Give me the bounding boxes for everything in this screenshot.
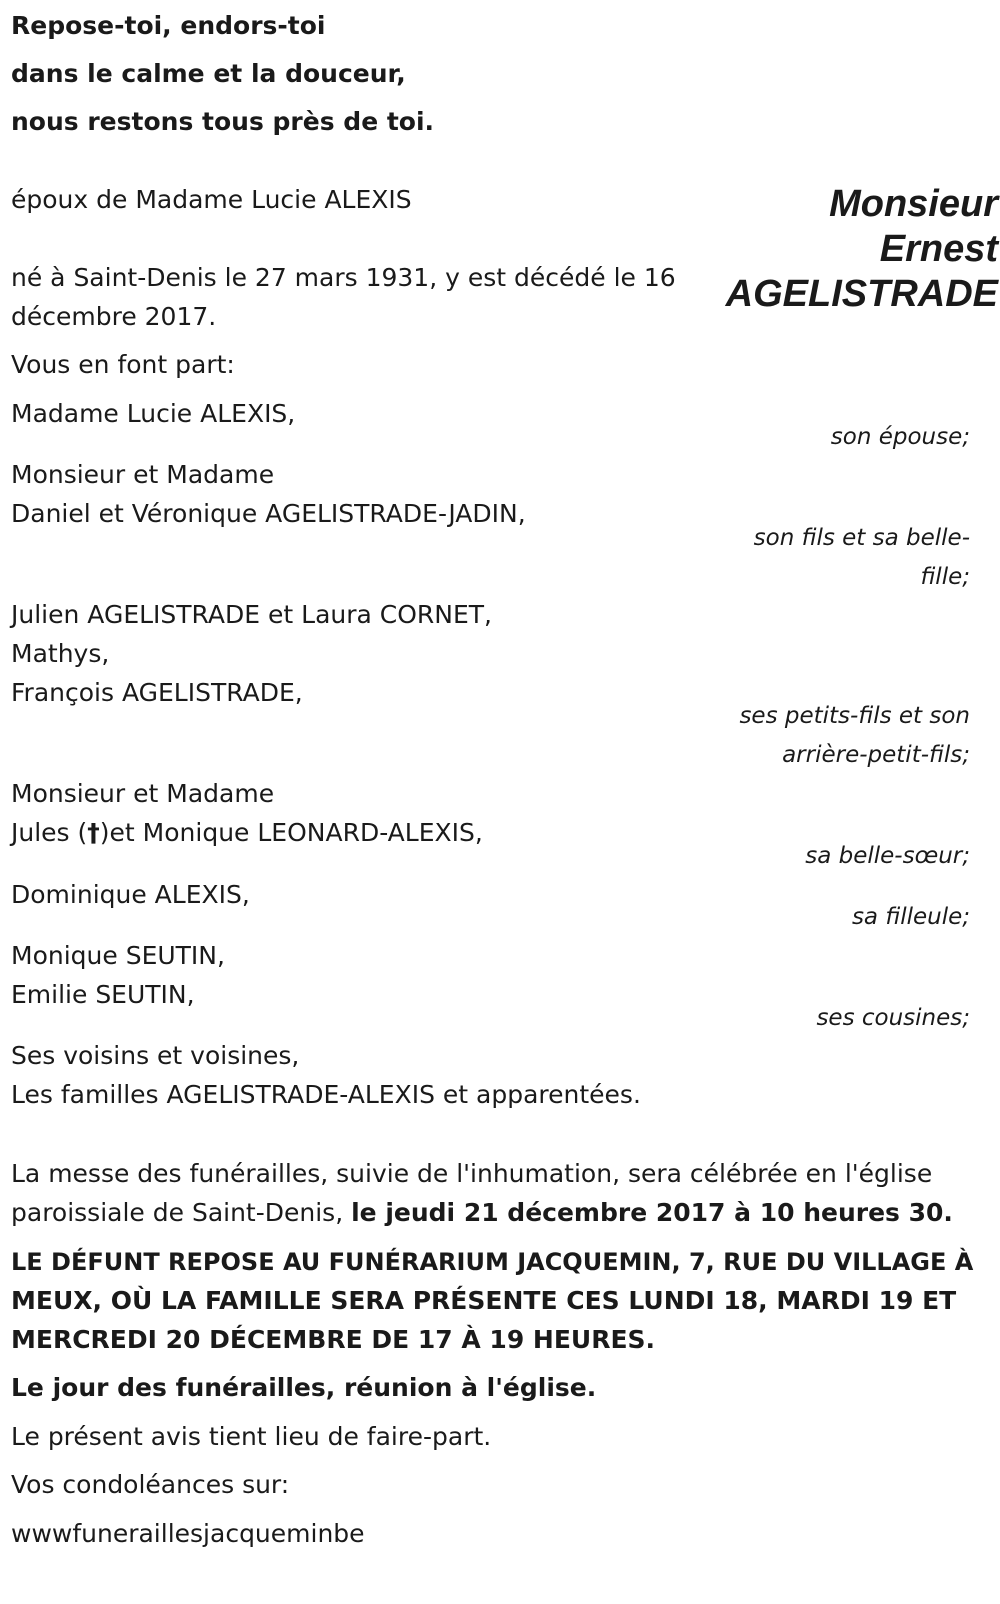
family-petits-1: Julien AGELISTRADE et Laura CORNET, xyxy=(11,600,492,629)
verse-line-1: Repose-toi, endors-toi xyxy=(11,11,326,40)
family-fils-1: Monsieur et Madame xyxy=(11,460,275,489)
reunion-line: Le jour des funérailles, réunion à l'église. xyxy=(11,1373,597,1402)
relation-petits-2: arrière-petit-fils; xyxy=(782,742,970,768)
cross-icon: † xyxy=(87,818,100,847)
family-petits-3: François AGELISTRADE, xyxy=(11,678,303,707)
family-filleule: Dominique ALEXIS, xyxy=(11,880,250,909)
family-familles: Les familles AGELISTRADE-ALEXIS et apparentées. xyxy=(11,1080,641,1109)
condoleances-line: Vos condoléances sur: xyxy=(11,1470,290,1499)
deceased-name xyxy=(698,182,998,317)
verse-line-2: dans le calme et la douceur, xyxy=(11,59,406,88)
relation-filleule: sa filleule; xyxy=(851,904,970,930)
family-petits-2: Mathys, xyxy=(11,639,110,668)
spouse-line: époux de Madame Lucie ALEXIS xyxy=(11,185,412,214)
relation-petits-1: ses petits-fils et son xyxy=(739,703,970,729)
mass-line-1: La messe des funérailles, suivie de l'inhumation, sera célébrée en l'église xyxy=(11,1159,933,1188)
family-cousines-1: Monique SEUTIN, xyxy=(11,941,225,970)
relation-fils-1: son fils et sa belle- xyxy=(753,525,970,551)
family-cousines-2: Emilie SEUTIN, xyxy=(11,980,195,1009)
soeur-name-b: )et Monique LEONARD-ALEXIS, xyxy=(99,818,483,847)
relation-epouse: son épouse; xyxy=(830,424,970,450)
relation-cousines: ses cousines; xyxy=(816,1005,970,1031)
repose-line-3: MERCREDI 20 DÉCEMBRE DE 17 À 19 HEURES. xyxy=(11,1325,656,1354)
family-soeur-1: Monsieur et Madame xyxy=(11,779,275,808)
repose-line-2: MEUX, OÙ LA FAMILLE SERA PRÉSENTE CES LUNDI 18, MARDI 19 ET xyxy=(11,1286,957,1315)
repose-line-1: LE DÉFUNT REPOSE AU FUNÉRARIUM JACQUEMIN, 7, RUE DU VILLAGE À xyxy=(11,1248,974,1276)
avis-line: Le présent avis tient lieu de faire-part. xyxy=(11,1422,492,1451)
website-link[interactable]: wwwfuneraillesjacqueminbe xyxy=(11,1519,365,1548)
mass-date: le jeudi 21 décembre 2017 à 10 heures 30. xyxy=(351,1198,953,1227)
family-fils-2: Daniel et Véronique AGELISTRADE-JADIN, xyxy=(11,499,526,528)
soeur-name-a: Jules ( xyxy=(11,818,88,847)
deceased-title: Monsieur xyxy=(829,183,998,225)
birth-line-2: décembre 2017. xyxy=(11,302,217,331)
announce-line: Vous en font part: xyxy=(11,350,235,379)
mass-line-2 xyxy=(11,1193,953,1233)
mass-place: paroissiale de Saint-Denis, xyxy=(11,1198,352,1227)
family-voisins: Ses voisins et voisines, xyxy=(11,1041,300,1070)
relation-fils-2: fille; xyxy=(920,564,970,590)
birth-line-1: né à Saint-Denis le 27 mars 1931, y est décédé le 16 xyxy=(11,263,676,292)
verse-line-3: nous restons tous près de toi. xyxy=(11,107,435,136)
deceased-first-name: Ernest xyxy=(879,228,998,270)
family-soeur-2 xyxy=(11,813,483,853)
relation-soeur: sa belle-sœur; xyxy=(805,843,970,869)
deceased-last-name: AGELISTRADE xyxy=(725,273,998,315)
family-epouse: Madame Lucie ALEXIS, xyxy=(11,399,296,428)
